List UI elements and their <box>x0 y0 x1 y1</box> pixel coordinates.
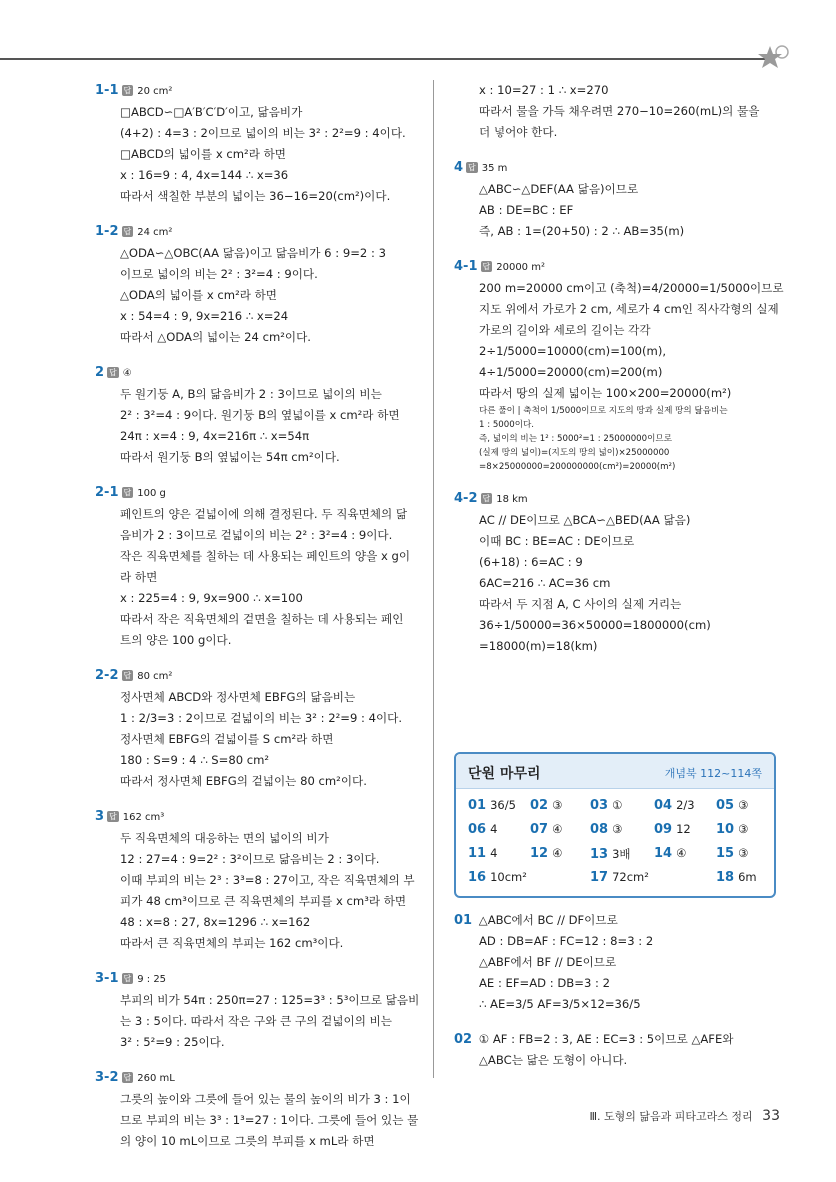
answer-badge: 답 <box>482 262 491 271</box>
solution-line: 24π : x=4 : 9, 4x=216π ∴ x=54π <box>120 429 310 443</box>
answer-value: 100 g <box>137 488 166 499</box>
grid-row <box>468 798 768 822</box>
left-problem-2 <box>95 362 423 468</box>
answer-text: 3배 <box>612 847 631 861</box>
answer-number: 05 <box>716 798 735 813</box>
solution-line: AB : DE=BC : EF <box>479 203 574 217</box>
grid-row <box>468 870 768 894</box>
right-problem-head <box>454 256 784 278</box>
grid-row <box>468 846 768 870</box>
answer-badge: 답 <box>123 1073 132 1082</box>
chapter-title: Ⅲ. 도형의 닮음과 피타고라스 정리 <box>589 1110 753 1123</box>
answer-text: 4 <box>490 822 498 836</box>
solution-line: 지도 위에서 가로가 2 cm, 세로가 4 cm인 직사각형의 실제 <box>479 302 779 316</box>
answer-number: 01 <box>468 798 487 813</box>
left-column <box>95 80 423 1166</box>
problem-number: 3-1 <box>95 971 119 986</box>
solution-line: 따라서 작은 직육면체의 겉면을 칠하는 데 사용되는 페인 <box>120 612 404 626</box>
answer-value: 260 mL <box>137 1073 175 1084</box>
answer-text: ③ <box>552 798 563 812</box>
unit-review-header <box>456 754 774 789</box>
solution-line: 따라서 큰 직육면체의 부피는 162 cm³이다. <box>120 936 344 950</box>
problem-number: 4-2 <box>454 491 478 506</box>
answer-cell <box>468 822 497 837</box>
answer-cell <box>590 822 622 837</box>
answer-cell <box>654 822 691 837</box>
solution-line: 따라서 물을 가득 채우려면 270−10=260(mL)의 물을 <box>479 104 760 118</box>
solution-line: 페인트의 양은 겉넓이에 의해 결정된다. 두 직육면체의 닮 <box>120 507 408 521</box>
left-problem-3-1 <box>95 968 423 1053</box>
solution-line: 48 : x=8 : 27, 8x=1296 ∴ x=162 <box>120 915 311 929</box>
star-icon <box>756 42 792 78</box>
answer-cell <box>716 798 748 813</box>
solution-line: □ABCD∽□A′B′C′D′이고, 닮음비가 <box>120 105 303 119</box>
solution-line: 2² : 3²=4 : 9이다. 원기둥 B의 옆넓이를 x cm²라 하면 <box>120 408 400 422</box>
answer-number: 04 <box>654 798 673 813</box>
alt-solution-line: 다른 풀이 | 축척이 1/5000이므로 지도의 땅과 실제 땅의 닮음비는 <box>479 406 728 416</box>
answer-text: ① <box>612 798 623 812</box>
left-problem-head <box>95 482 423 504</box>
right-problem-4-1 <box>454 256 784 474</box>
continued-solution <box>454 80 784 143</box>
right-problem-head <box>454 488 784 510</box>
solution-line: ∴ AE=3/5 AF=3/5×12=36/5 <box>479 997 641 1011</box>
answer-value: ④ <box>122 368 132 379</box>
answer-value: 35 m <box>481 163 508 174</box>
unit-review-reference: 개념북 112~114쪽 <box>664 767 762 780</box>
solution-line: 두 원기둥 A, B의 닮음비가 2 : 3이므로 넓이의 비는 <box>120 387 382 401</box>
answer-text: ④ <box>552 822 563 836</box>
left-problem-head <box>95 80 423 102</box>
answer-number: 08 <box>590 822 609 837</box>
solution-line: 이때 BC : BE=AC : DE이므로 <box>479 534 635 548</box>
solution-line: △ABC는 닮은 도형이 아니다. <box>479 1053 628 1067</box>
alt-solution-line: 즉, 넓이의 비는 1² : 5000²=1 : 25000000이므로 <box>479 434 672 444</box>
solution-line: (4+2) : 4=3 : 2이므로 넓이의 비는 3² : 2²=9 : 4이다. <box>120 126 406 140</box>
solution-line: 따라서 땅의 실제 넓이는 100×200=20000(m²) <box>479 386 732 400</box>
solution-line: x : 54=4 : 9, 9x=216 ∴ x=24 <box>120 309 289 323</box>
solution-line: 부피의 비가 54π : 250π=27 : 125=3³ : 5³이므로 닮음비 <box>120 993 420 1007</box>
page-number: 33 <box>762 1108 780 1124</box>
solution-line: x : 10=27 : 1 ∴ x=270 <box>479 83 609 97</box>
solution-line: 라 하면 <box>120 570 158 584</box>
solution-line: =18000(m)=18(km) <box>479 639 598 653</box>
solution-line: 작은 직육면체를 칠하는 데 사용되는 페인트의 양을 x g이 <box>120 549 411 563</box>
solution-line: □ABCD의 넓이를 x cm²라 하면 <box>120 147 286 161</box>
solution-line: 이므로 넓이의 비는 2² : 3²=4 : 9이다. <box>120 267 318 281</box>
answer-value: 20 cm² <box>137 86 173 97</box>
problem-number: 4-1 <box>454 259 478 274</box>
solution-line: 정사면체 EBFG의 겉넓이를 S cm²라 하면 <box>120 732 334 746</box>
solution-line: 피가 48 cm³이므로 큰 직육면체의 부피를 x cm³라 하면 <box>120 894 407 908</box>
answer-number: 06 <box>468 822 487 837</box>
left-problem-head <box>95 1067 423 1089</box>
answer-number: 18 <box>716 870 735 885</box>
answer-text: 12 <box>676 822 691 836</box>
answer-text: 36/5 <box>490 798 516 812</box>
solution-line: 4÷1/5000=20000(cm)=200(m) <box>479 365 663 379</box>
answer-number: 14 <box>654 846 673 861</box>
alt-solution-line: 1 : 5000이다. <box>479 420 535 430</box>
left-problem-head <box>95 221 423 243</box>
problem-number: 1-2 <box>95 224 119 239</box>
answer-value: 18 km <box>496 494 528 505</box>
problem-number: 3 <box>95 809 105 824</box>
solution-line: AE : EF=AD : DB=3 : 2 <box>479 976 611 990</box>
problem-number: 4 <box>454 160 464 175</box>
answer-badge: 답 <box>123 86 132 95</box>
answer-value: 9 : 25 <box>137 974 167 985</box>
answer-cell <box>716 846 748 861</box>
solution-line: 12 : 27=4 : 9=2² : 3²이므로 닮음비는 2 : 3이다. <box>120 852 380 866</box>
answer-number: 03 <box>590 798 609 813</box>
answer-cell <box>716 870 757 885</box>
review-solutions <box>454 910 784 1085</box>
answer-text: ③ <box>738 798 749 812</box>
problem-number: 1-1 <box>95 83 119 98</box>
answer-badge: 답 <box>123 227 132 236</box>
left-problem-3-2 <box>95 1067 423 1152</box>
problem-number: 01 <box>454 913 473 928</box>
answer-value: 20000 m² <box>496 262 545 273</box>
answer-badge: 답 <box>468 163 476 172</box>
solution-line: 따라서 두 지점 A, C 사이의 실제 거리는 <box>479 597 682 611</box>
problem-number: 2-2 <box>95 668 119 683</box>
answer-cell <box>590 846 631 862</box>
solution-line: △ODA의 넓이를 x cm²라 하면 <box>120 288 278 302</box>
answer-cell <box>590 870 649 885</box>
solution-line: 따라서 정사면체 EBFG의 겉넓이는 80 cm²이다. <box>120 774 367 788</box>
solution-line: 므로 부피의 비는 3³ : 1³=27 : 1이다. 그릇에 들어 있는 물 <box>120 1113 419 1127</box>
answer-number: 10 <box>716 822 735 837</box>
answer-cell <box>654 798 695 813</box>
review-problem-head <box>454 1029 784 1050</box>
answer-cell <box>468 870 527 885</box>
answer-text: 10cm² <box>490 870 527 884</box>
solution-line: 두 직육면체의 대응하는 면의 넓이의 비가 <box>120 831 329 845</box>
answer-text: ④ <box>552 846 563 860</box>
page-footer <box>589 1108 780 1124</box>
answer-cell <box>590 798 622 813</box>
answer-badge: 답 <box>109 368 117 377</box>
answer-badge: 답 <box>123 671 132 680</box>
solution-line: 음비가 2 : 3이므로 겉넓이의 비는 2² : 3²=4 : 9이다. <box>120 528 393 542</box>
solution-line: 200 m=20000 cm이고 (축척)=4/20000=1/5000이므로 <box>479 281 784 295</box>
answer-badge: 답 <box>109 812 117 821</box>
solution-line: 36÷1/50000=36×50000=1800000(cm) <box>479 618 711 632</box>
answer-text: ④ <box>676 846 687 860</box>
solution-line: 가로의 길이와 세로의 길이는 각각 <box>479 323 651 337</box>
solution-line: x : 225=4 : 9, 9x=900 ∴ x=100 <box>120 591 303 605</box>
left-problem-head <box>95 362 423 384</box>
solution-line: 즉, AB : 1=(20+50) : 2 ∴ AB=35(m) <box>479 224 685 238</box>
left-problem-3 <box>95 806 423 954</box>
answer-text: ③ <box>612 822 623 836</box>
left-problem-head <box>95 968 423 990</box>
solution-line: △ABC∽△DEF(AA 닮음)이므로 <box>479 182 639 196</box>
solution-line: 정사면체 ABCD와 정사면체 EBFG의 닮음비는 <box>120 690 356 704</box>
solution-line: 의 양이 10 mL이므로 그릇의 부피를 x mL라 하면 <box>120 1134 375 1148</box>
solution-line: AD : DB=AF : FC=12 : 8=3 : 2 <box>479 934 654 948</box>
answer-text: 2/3 <box>676 798 695 812</box>
solution-line: 는 3 : 5이다. 따라서 작은 구와 큰 구의 겉넓이의 비는 <box>120 1014 392 1028</box>
solution-line: 따라서 색칠한 부분의 넓이는 36−16=20(cm²)이다. <box>120 189 391 203</box>
answer-cell <box>530 846 562 861</box>
answer-cell <box>530 798 562 813</box>
problem-number: 02 <box>454 1032 473 1047</box>
left-problem-head <box>95 665 423 687</box>
left-problem-1-2 <box>95 221 423 348</box>
answer-text: ③ <box>738 846 749 860</box>
right-problem-4-2 <box>454 488 784 657</box>
problem-number: 2-1 <box>95 485 119 500</box>
left-problem-head <box>95 806 423 828</box>
answer-value: 80 cm² <box>137 671 173 682</box>
alt-solution-line: (실제 땅의 넓이)=(지도의 땅의 넓이)×25000000 <box>479 448 670 458</box>
answer-value: 24 cm² <box>137 227 173 238</box>
unit-review-title: 단원 마무리 <box>468 766 541 782</box>
answer-badge: 답 <box>123 974 132 983</box>
review-problem-02 <box>454 1029 784 1071</box>
solution-line: 3² : 5²=9 : 25이다. <box>120 1035 225 1049</box>
left-problem-1-1 <box>95 80 423 207</box>
answer-number: 13 <box>590 847 609 862</box>
solution-line: 1 : 2/3=3 : 2이므로 겉넓이의 비는 3² : 2²=9 : 4이다. <box>120 711 403 725</box>
solution-line: △ABF에서 BF // DE이므로 <box>479 955 617 969</box>
solution-line: △ODA∽△OBC(AA 닮음)이고 닮음비가 6 : 9=2 : 3 <box>120 246 386 260</box>
answer-number: 02 <box>530 798 549 813</box>
answer-number: 09 <box>654 822 673 837</box>
answer-cell <box>468 846 497 861</box>
column-divider <box>433 80 434 1078</box>
solution-line: (6+18) : 6=AC : 9 <box>479 555 583 569</box>
problem-number: 3-2 <box>95 1070 119 1085</box>
answer-number: 15 <box>716 846 735 861</box>
solution-line: 180 : S=9 : 4 ∴ S=80 cm² <box>120 753 270 767</box>
solution-line: 2÷1/5000=10000(cm)=100(m), <box>479 344 667 358</box>
solution-line: 이때 부피의 비는 2³ : 3³=8 : 27이고, 작은 직육면체의 부 <box>120 873 415 887</box>
left-problem-2-2 <box>95 665 423 792</box>
answer-number: 17 <box>590 870 609 885</box>
solution-line: 따라서 원기둥 B의 옆넓이는 54π cm²이다. <box>120 450 340 464</box>
answer-number: 07 <box>530 822 549 837</box>
answer-grid <box>468 798 768 894</box>
right-problem-head <box>454 157 784 179</box>
solution-line: 따라서 △ODA의 넓이는 24 cm²이다. <box>120 330 311 344</box>
right-problem-4 <box>454 157 784 242</box>
solution-line: AC // DE이므로 △BCA∽△BED(AA 닮음) <box>479 513 691 527</box>
review-problem-head <box>454 910 784 931</box>
header-rule <box>0 58 770 60</box>
solution-line: ① AF : FB=2 : 3, AE : EC=3 : 5이므로 △AFE와 <box>478 1032 734 1046</box>
solution-line: △ABC에서 BC // DF이므로 <box>478 913 618 927</box>
answer-text: 4 <box>490 846 498 860</box>
solution-line: x : 16=9 : 4, 4x=144 ∴ x=36 <box>120 168 289 182</box>
solution-line: 6AC=216 ∴ AC=36 cm <box>479 576 611 590</box>
grid-row <box>468 822 768 846</box>
answer-text: 6m <box>738 870 757 884</box>
alt-solution-line: =8×25000000=200000000(cm²)=20000(m²) <box>479 462 676 472</box>
answer-badge: 답 <box>482 494 491 503</box>
answer-cell <box>716 822 748 837</box>
answer-text: ③ <box>738 822 749 836</box>
right-column <box>454 80 784 671</box>
unit-review-box <box>454 752 776 898</box>
answer-number: 11 <box>468 846 487 861</box>
answer-value: 162 cm³ <box>122 812 165 823</box>
solution-line: 트의 양은 100 g이다. <box>120 633 232 647</box>
answer-cell <box>468 798 516 813</box>
answer-number: 16 <box>468 870 487 885</box>
solution-line: 더 넣어야 한다. <box>479 125 558 139</box>
answer-text: 72cm² <box>612 870 649 884</box>
left-problem-2-1 <box>95 482 423 651</box>
review-problem-01 <box>454 910 784 1015</box>
problem-number: 2 <box>95 365 105 380</box>
answer-cell <box>530 822 562 837</box>
solution-line: 그릇의 높이와 그릇에 들어 있는 물의 높이의 비가 3 : 1이 <box>120 1092 411 1106</box>
answer-badge: 답 <box>123 488 132 497</box>
answer-number: 12 <box>530 846 549 861</box>
answer-cell <box>654 846 686 861</box>
